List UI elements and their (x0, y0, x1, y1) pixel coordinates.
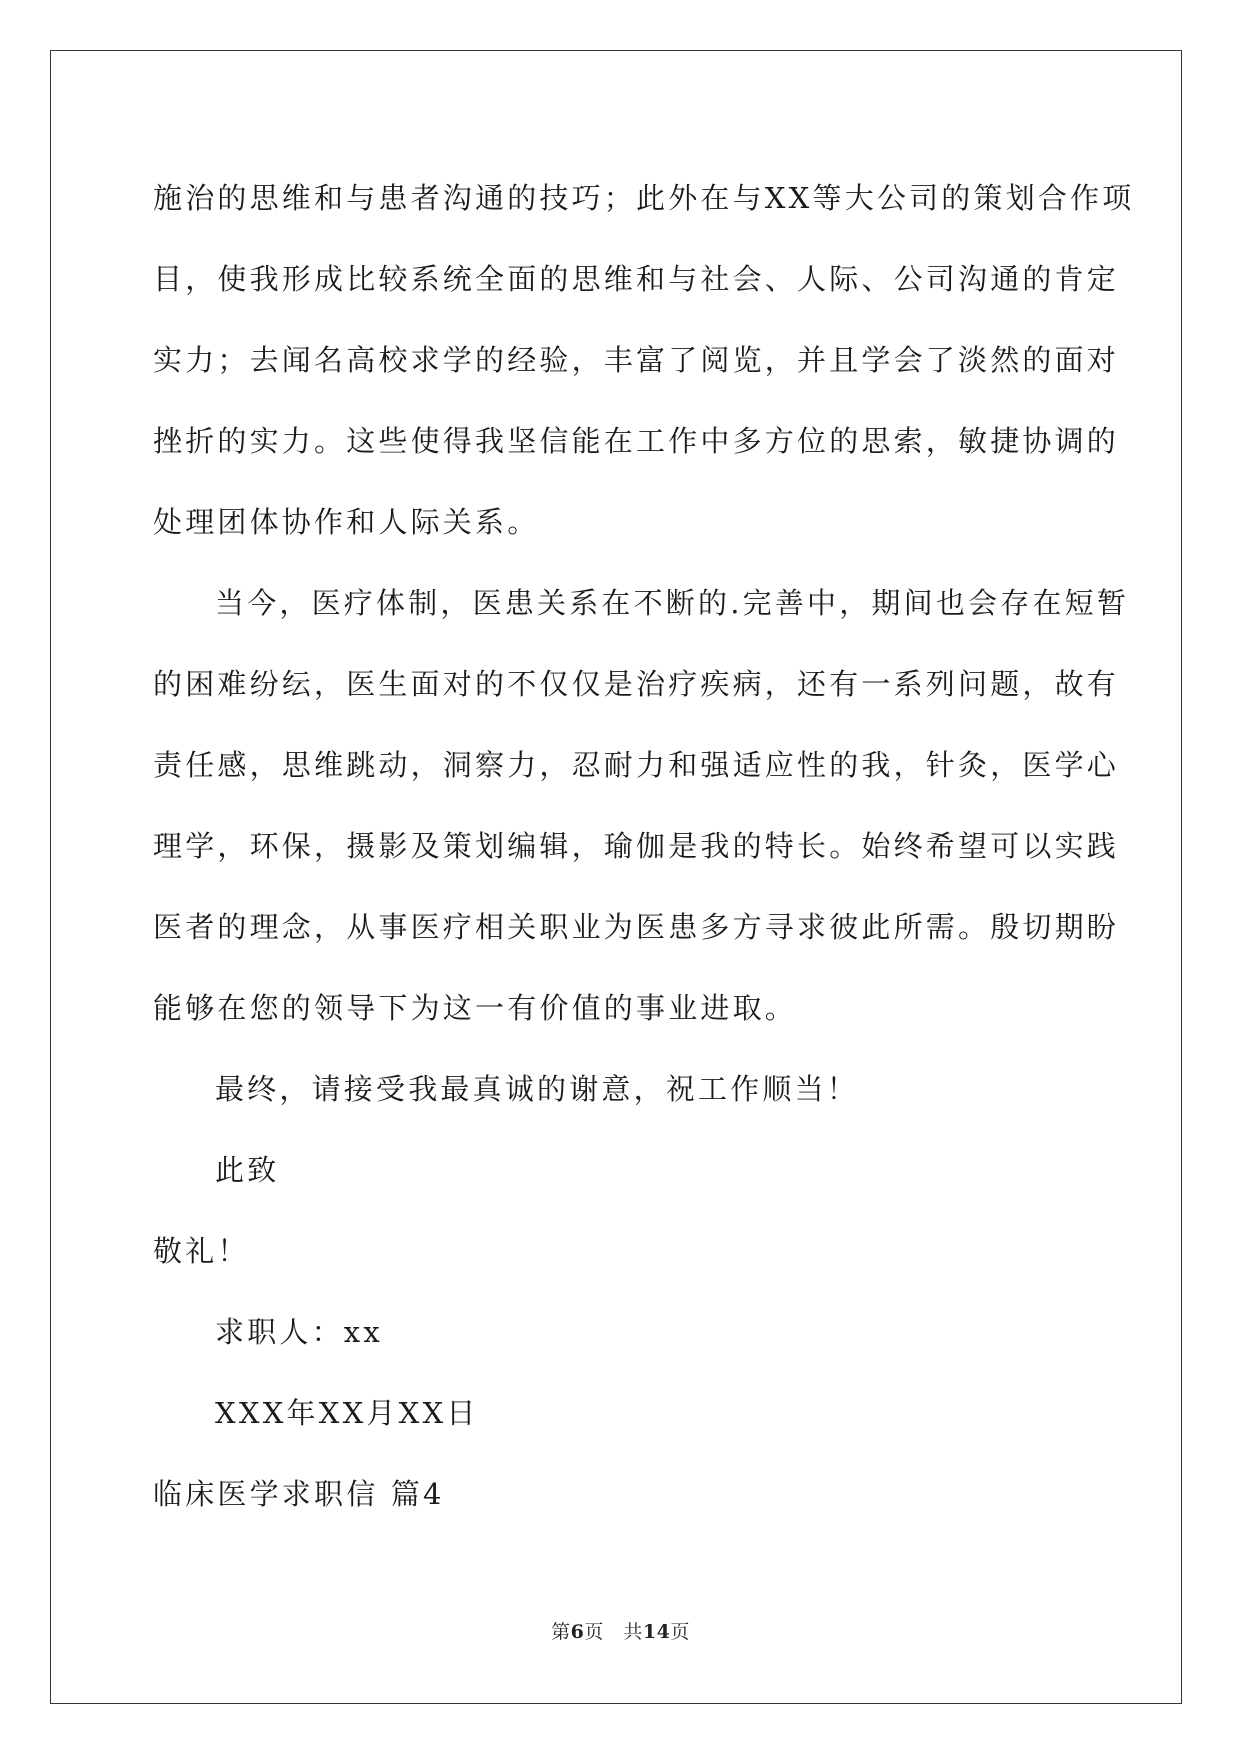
text-line: 的困难纷纭，医生面对的不仅仅是治疗疾病，还有一系列问题，故有 (153, 667, 1120, 701)
salutation-block (153, 1130, 1083, 1292)
text-line: 目，使我形成比较系统全面的思维和与社会、人际、公司沟通的肯定 (153, 262, 1120, 296)
paragraph-aspirations (153, 563, 1130, 1049)
section-heading: 临床医学求职信 篇4 (153, 1477, 445, 1511)
text-line: 责任感，思维跳动，洞察力，忍耐力和强适应性的我，针灸，医学心 (153, 748, 1120, 782)
next-section-heading (153, 1454, 1083, 1535)
salutation-text: 敬礼！ (153, 1234, 250, 1268)
paragraph-experience (153, 158, 1135, 563)
text-line: 理学，环保，摄影及策划编辑，瑜伽是我的特长。始终希望可以实践 (153, 829, 1120, 863)
total-page-number: 14 (642, 1621, 671, 1643)
footer-mid: 页 共 (584, 1621, 643, 1643)
closing-text: 最终，请接受我最真诚的谢意，祝工作顺当！ (215, 1072, 860, 1106)
document-body (153, 158, 1135, 1535)
footer-prefix: 第 (551, 1621, 571, 1643)
text-line: 医者的理念，从事医疗相关职业为医患多方寻求彼此所需。殷切期盼 (153, 910, 1120, 944)
current-page-number: 6 (570, 1621, 585, 1643)
footer-suffix: 页 (670, 1621, 690, 1643)
signature-text: 求职人：xx (215, 1315, 383, 1349)
text-line: 当今，医疗体制，医患关系在不断的.完善中，期间也会存在短暂 (215, 586, 1130, 620)
signature-block (153, 1292, 1083, 1454)
date-text: XXX年XX月XX日 (215, 1396, 479, 1430)
text-line: 挫折的实力。这些使得我坚信能在工作中多方位的思索，敏捷协调的 (153, 424, 1120, 458)
text-line: 施治的思维和与患者沟通的技巧；此外在与XX等大公司的策划合作项 (153, 181, 1135, 215)
closing-remark (153, 1049, 1083, 1130)
salutation-text: 此致 (215, 1153, 280, 1187)
text-line: 实力；去闻名高校求学的经验，丰富了阅览，并且学会了淡然的面对 (153, 343, 1120, 377)
text-line: 处理团体协作和人际关系。 (153, 505, 540, 539)
page-footer (0, 1617, 1241, 1644)
text-line: 能够在您的领导下为这一有价值的事业进取。 (153, 991, 798, 1025)
